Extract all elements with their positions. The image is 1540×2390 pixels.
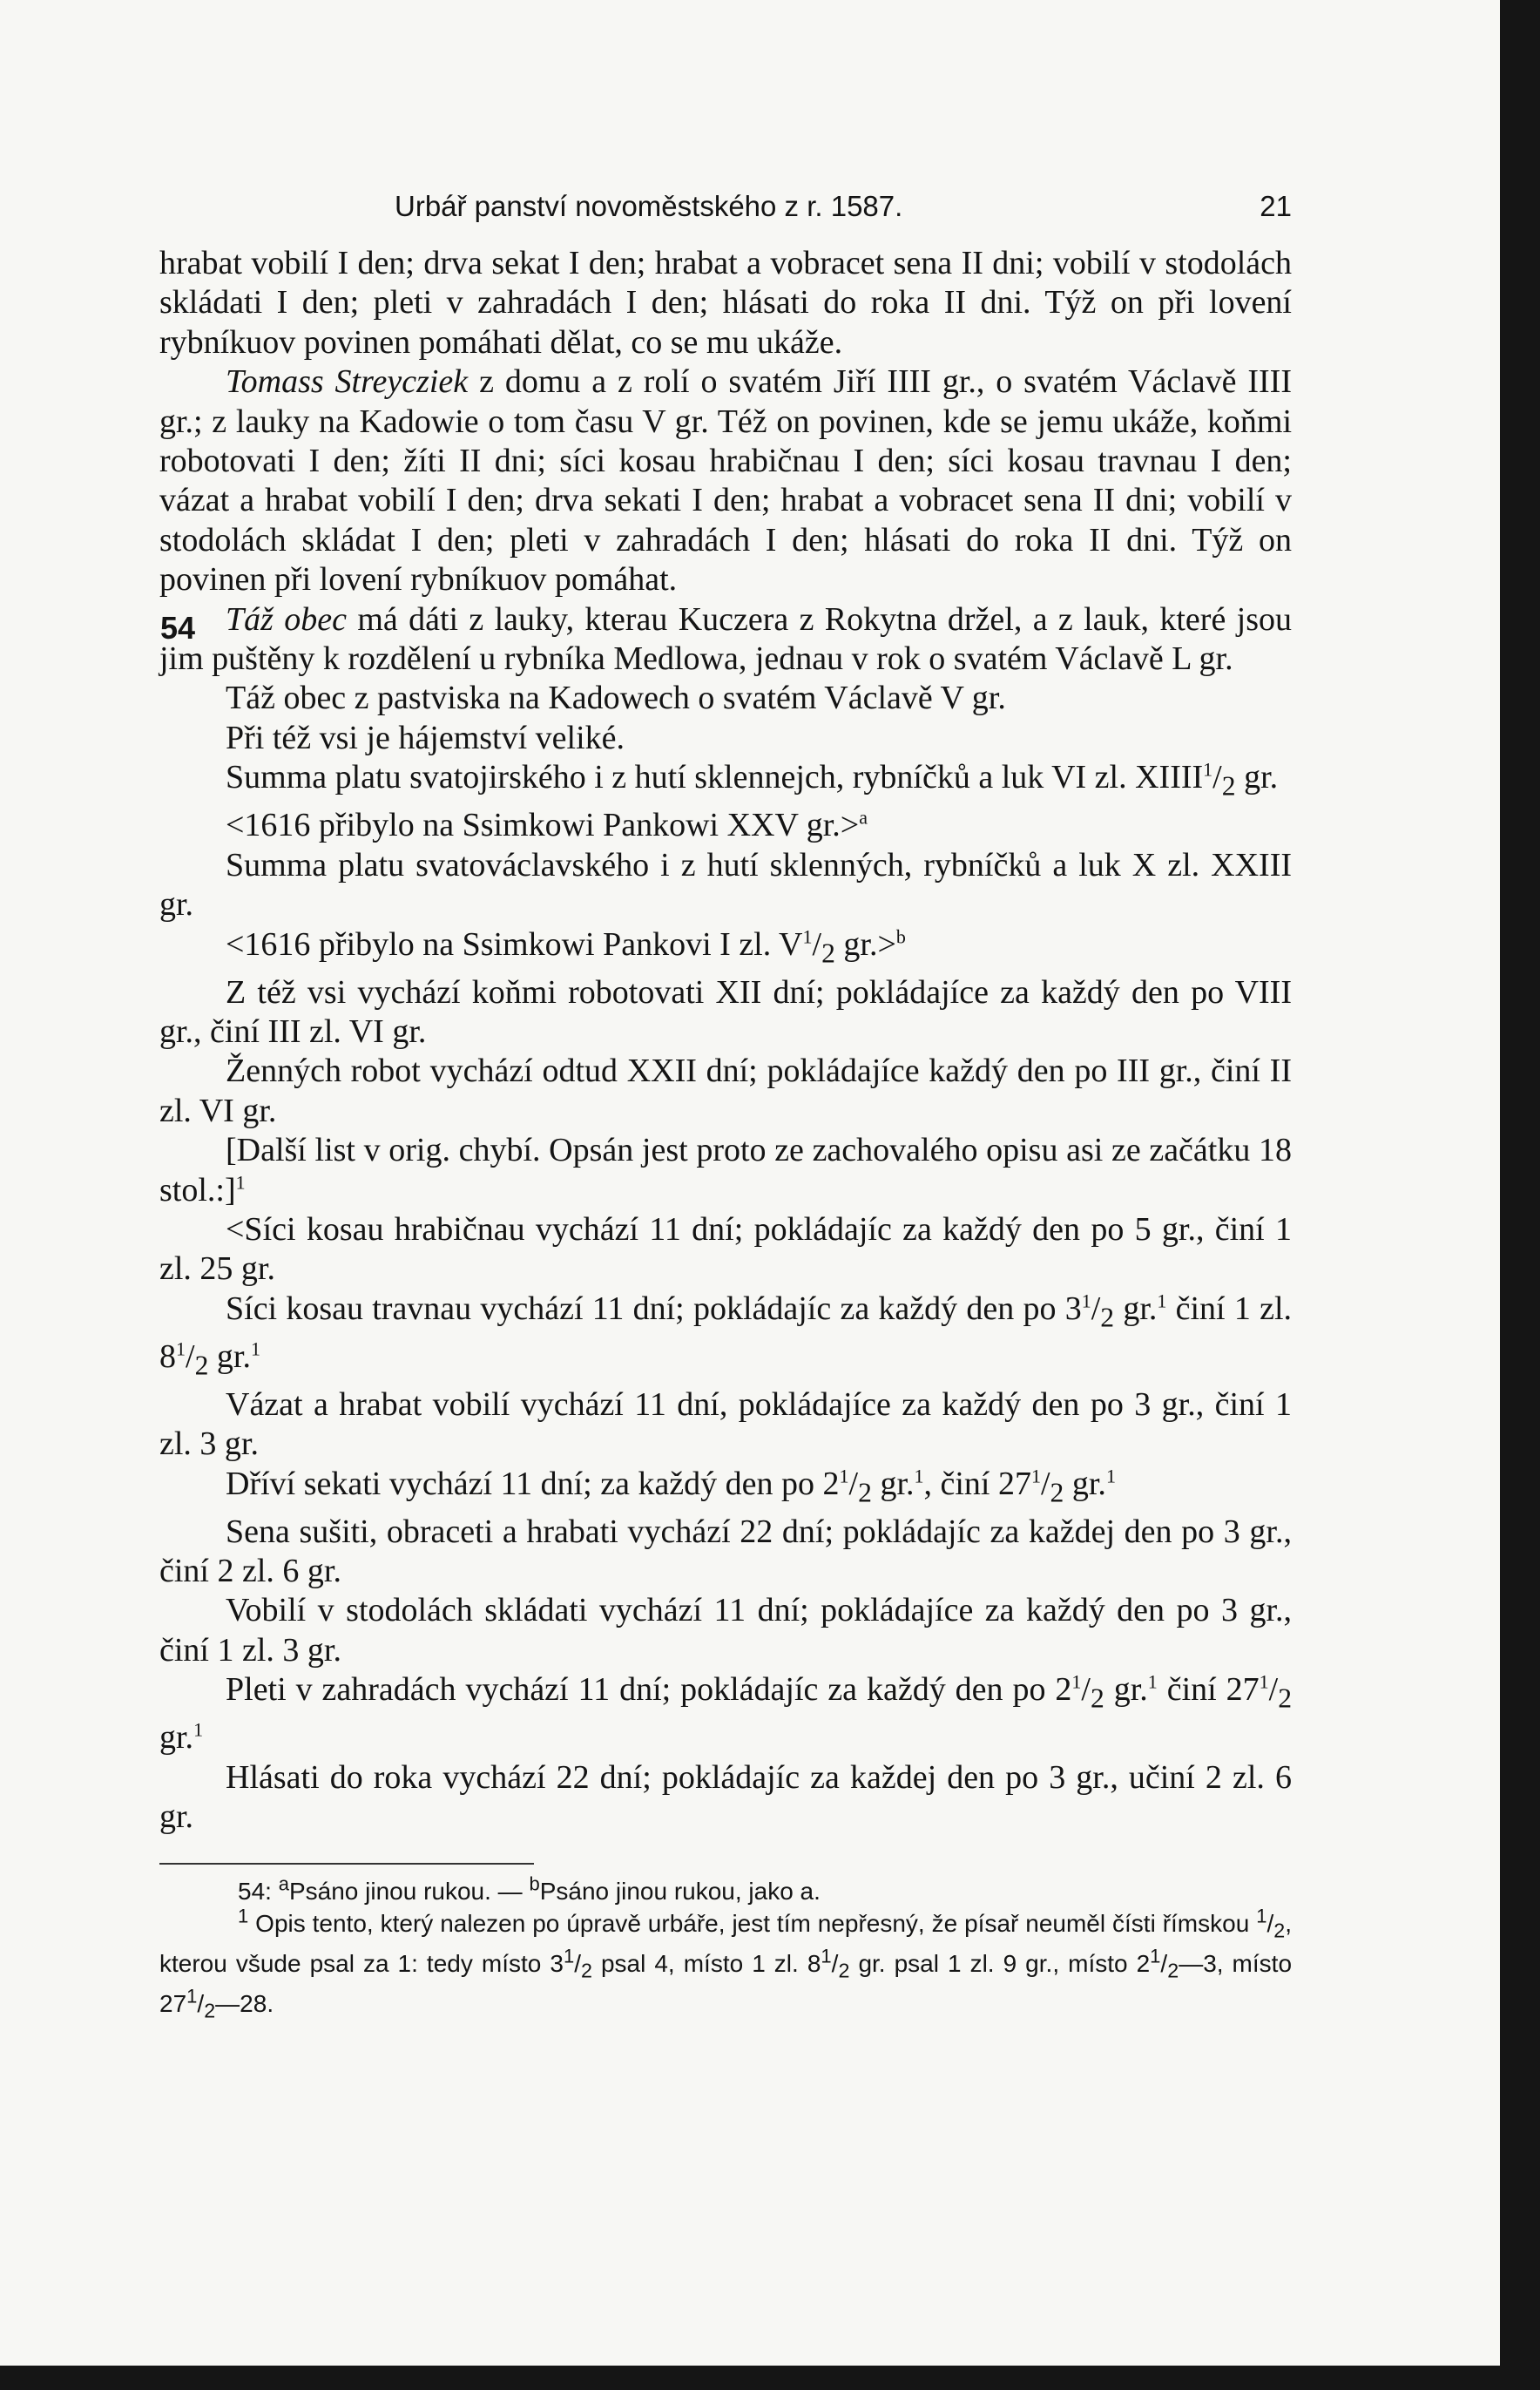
paragraph: Hlásati do roka vychází 22 dní; pokládajíc za každej den po 3 gr., učiní 2 zl. 6 gr. <box>159 1758 1292 1835</box>
subject-name: Táž obec <box>226 600 347 638</box>
paragraph: [Další list v orig. chybí. Opsán jest proto ze zachovalého opisu asi ze začátku 18 stol.:]$^1$ <box>159 1132 1292 1209</box>
page-content <box>159 183 1292 2027</box>
footnote-mark: b <box>895 924 906 947</box>
paragraph: Vázat a hrabat vobilí vychází 11 dní, pokládajíce za každý den po 3 gr., činí 1 zl. 3 gr. <box>159 1385 1292 1463</box>
footnote: $^1$ Opis tento, který nalezen po úpravě urbáře, jest tím nepřesný, že písař neuměl čísti římskou $^1/_2$, kterou všude psal za 1: tedy místo $3^1/_2$ psal 4, místo 1 zl. $8^1/_2$ gr. psal 1 zl. 9 gr., místo $2^1/_2—3$, místo $27^1/_2—28$. <box>159 1906 1293 2022</box>
paragraph: Vobilí v stodolách skládati vychází 11 dní; pokládajíce za každý den po 3 gr., činí 1 zl. 3 gr. <box>159 1592 1292 1669</box>
paragraph: Z též vsi vychází koňmi robotovati XII dní; pokládajíce za každý den po VIII gr., činí III zl. VI gr. <box>159 973 1292 1050</box>
footnote-mark: a <box>859 806 868 829</box>
page-number: 21 <box>1260 190 1292 222</box>
paragraph: Ženných robot vychází odtud XXII dní; pokládajíce každý den po III gr., činí II zl. VI gr. <box>159 1053 1292 1129</box>
main-text <box>159 244 1292 1837</box>
paragraph: Summa platu svatojirského i z hutí sklennejch, rybníčků a luk VI zl. $XIIII^1/_2$ gr. <box>226 758 1279 802</box>
paragraph: Táž obec z pastviska na Kadowech o svatém Václavě V gr. <box>226 680 1006 717</box>
paragraph: <1616 přibylo na Ssimkowi Pankovi I zl. $V^1/_2$ gr.>$^b$ <box>226 924 906 969</box>
paragraph: <1616 přibylo na Ssimkowi Pankowi XXV gr.>$^a$ <box>226 806 868 844</box>
paragraph: Při též vsi je hájemství veliké. <box>226 719 625 756</box>
paragraph: hrabat vobilí I den; drva sekat I den; hrabat a vobracet sena II dni; vobilí v stodolách skládati I den; pleti v zahradách I den; hlásati do roka II dni. Týž on při lovení rybníkuov povinen pomáhati dělat, co se mu ukáže. <box>159 245 1292 361</box>
footnote: 54: $^a$Psáno jinou rukou. — $^b$Psáno jinou rukou, jako a. <box>238 1873 821 1906</box>
person-name: Tomass Streycziek <box>226 363 469 401</box>
paragraph: Dříví sekati vychází 11 dní; za každý den po $2^1/_2$ gr.$^1$, činí $27^1/_2$ gr.$^1$ <box>226 1464 1116 1508</box>
paragraph: Tomass Streycziek z domu a z rolí o svatém Jiří IIII gr., o svatém Václavě IIII gr.; z lauky na Kadowie o tom času V gr. Též on povinen, kde se jemu ukáže, koňmi robotovati I den; žíti II dni; síci kosau hrabičnau I den; síci kosau travnau I den; vázat a hrabat vobilí I den; drva sekati I den; hrabat a vobracet sena II dni; vobilí v stodolách skládat I den; pleti v zahradách I den; hlásati do roka II dni. Týž on povinen při lovení rybníkuov pomáhat. <box>159 363 1292 599</box>
paragraph: <Síci kosau hrabičnau vychází 11 dní; pokládajíc za každý den po 5 gr., činí 1 zl. 25 gr. <box>159 1210 1292 1288</box>
paragraph: 54 Táž obec má dáti z lauky, kterau Kuczera z Rokytna držel, a z lauk, které jsou jim puštěny k rozdělení u rybníka Medlowa, jednau v rok o svatém Václavě L gr. <box>159 600 1292 680</box>
footnotes <box>159 1875 1292 2027</box>
running-title: Urbář panství novoměstského z r. 1587. <box>395 190 903 222</box>
paragraph: Summa platu svatováclavského i z hutí sklenných, rybníčků a luk X zl. XXIII gr. <box>159 846 1292 924</box>
footnote-divider <box>159 1863 534 1865</box>
footnote-mark: 1 <box>235 1170 246 1193</box>
paragraph: Sena sušiti, obraceti a hrabati vychází 22 dní; pokládajíc za každej den po 3 gr., činí 2 zl. 6 gr. <box>159 1513 1292 1589</box>
paragraph: Síci kosau travnau vychází 11 dní; pokládajíc za každý den po $3^1/_2$ gr.$^1$ činí 1 zl. $8^1/_2$ gr.$^1$ <box>159 1290 1293 1381</box>
paragraph: Pleti v zahradách vychází 11 dní; pokládajíc za každý den po $2^1/_2$ gr.$^1$ činí $27^1/_2$ gr.$^1$ <box>159 1670 1293 1757</box>
record-number: 54 <box>160 609 196 646</box>
running-header <box>159 183 1292 244</box>
